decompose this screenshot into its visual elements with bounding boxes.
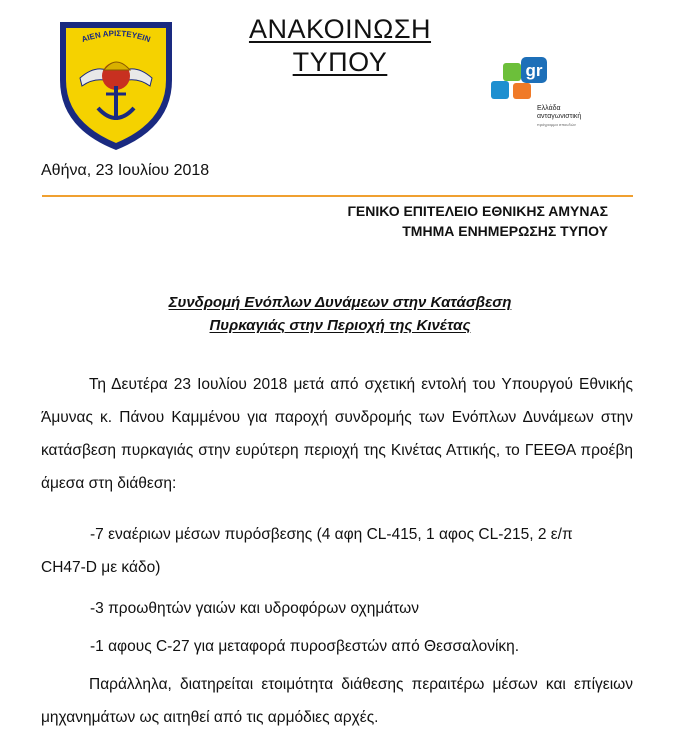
armed-forces-emblem xyxy=(52,16,180,154)
list-item-1-line2: CH47-D με κάδο) xyxy=(41,559,161,576)
document-title-line1: ΑΝΑΚΟΙΝΩΣΗ xyxy=(248,14,432,44)
list-item-2: -3 προωθητών γαιών και υδροφόρων οχημάτων xyxy=(90,600,420,617)
emblem-motto-text: ΑΙΕΝ ΑΡΙΣΤΕΥΕΙΝ xyxy=(80,28,152,45)
gr-caption-line3: πρόγραμμα σπουδών xyxy=(537,122,576,127)
subject-heading-line2: Πυρκαγιάς στην Περιοχή της Κινέτας xyxy=(209,317,471,334)
gr-logo-caption xyxy=(537,105,581,129)
gr-caption-line2: ανταγωνιστική xyxy=(537,113,582,120)
document-title-line2: ΤΥΠΟΥ xyxy=(292,47,388,77)
organization-line1: ΓΕΝΙΚΟ ΕΠΙΤΕΛΕΙΟ ΕΘΝΙΚΗΣ ΑΜΥΝΑΣ xyxy=(347,203,608,219)
greece-competitive-logo xyxy=(491,57,601,135)
body-paragraph-2: Παράλληλα, διατηρείται ετοιμότητα διάθεσης περαιτέρω μέσων και επίγειων μηχανημάτων ως αιτηθεί από τις αρμόδιες αρχές. xyxy=(41,676,633,726)
subject-heading-line1: Συνδρομή Ενόπλων Δυνάμεων στην Κατάσβεση xyxy=(168,294,512,311)
gr-logo-text: gr xyxy=(525,61,543,80)
body-paragraph-1: Τη Δευτέρα 23 Ιουλίου 2018 μετά από σχετική εντολή του Υπουργού Εθνικής Άμυνας κ. Πάνου Καμμένου για παροχή συνδρομής των Ενόπλων Δυνάμεων στην κατάσβεση πυρκαγιάς στην ευρύτερη περιοχή της Κινέτας Αττικής, το ΓΕΕΘΑ προέβη άμεσα στη διάθεση: xyxy=(41,376,633,492)
header-divider xyxy=(42,195,633,197)
list-item-3: -1 αφους C-27 για μεταφορά πυροσβεστών από Θεσσαλονίκη. xyxy=(90,638,520,655)
document-date: Αθήνα, 23 Ιουλίου 2018 xyxy=(41,162,210,179)
list-item-1-line1: -7 εναέριων μέσων πυρόσβεσης (4 αφη CL-415, 1 αφος CL-215, 2 ε/π xyxy=(90,526,573,543)
gr-caption-line1: Ελλάδα xyxy=(537,105,561,112)
organization-line2: ΤΜΗΜΑ ΕΝΗΜΕΡΩΣΗΣ ΤΥΠΟΥ xyxy=(402,223,608,239)
